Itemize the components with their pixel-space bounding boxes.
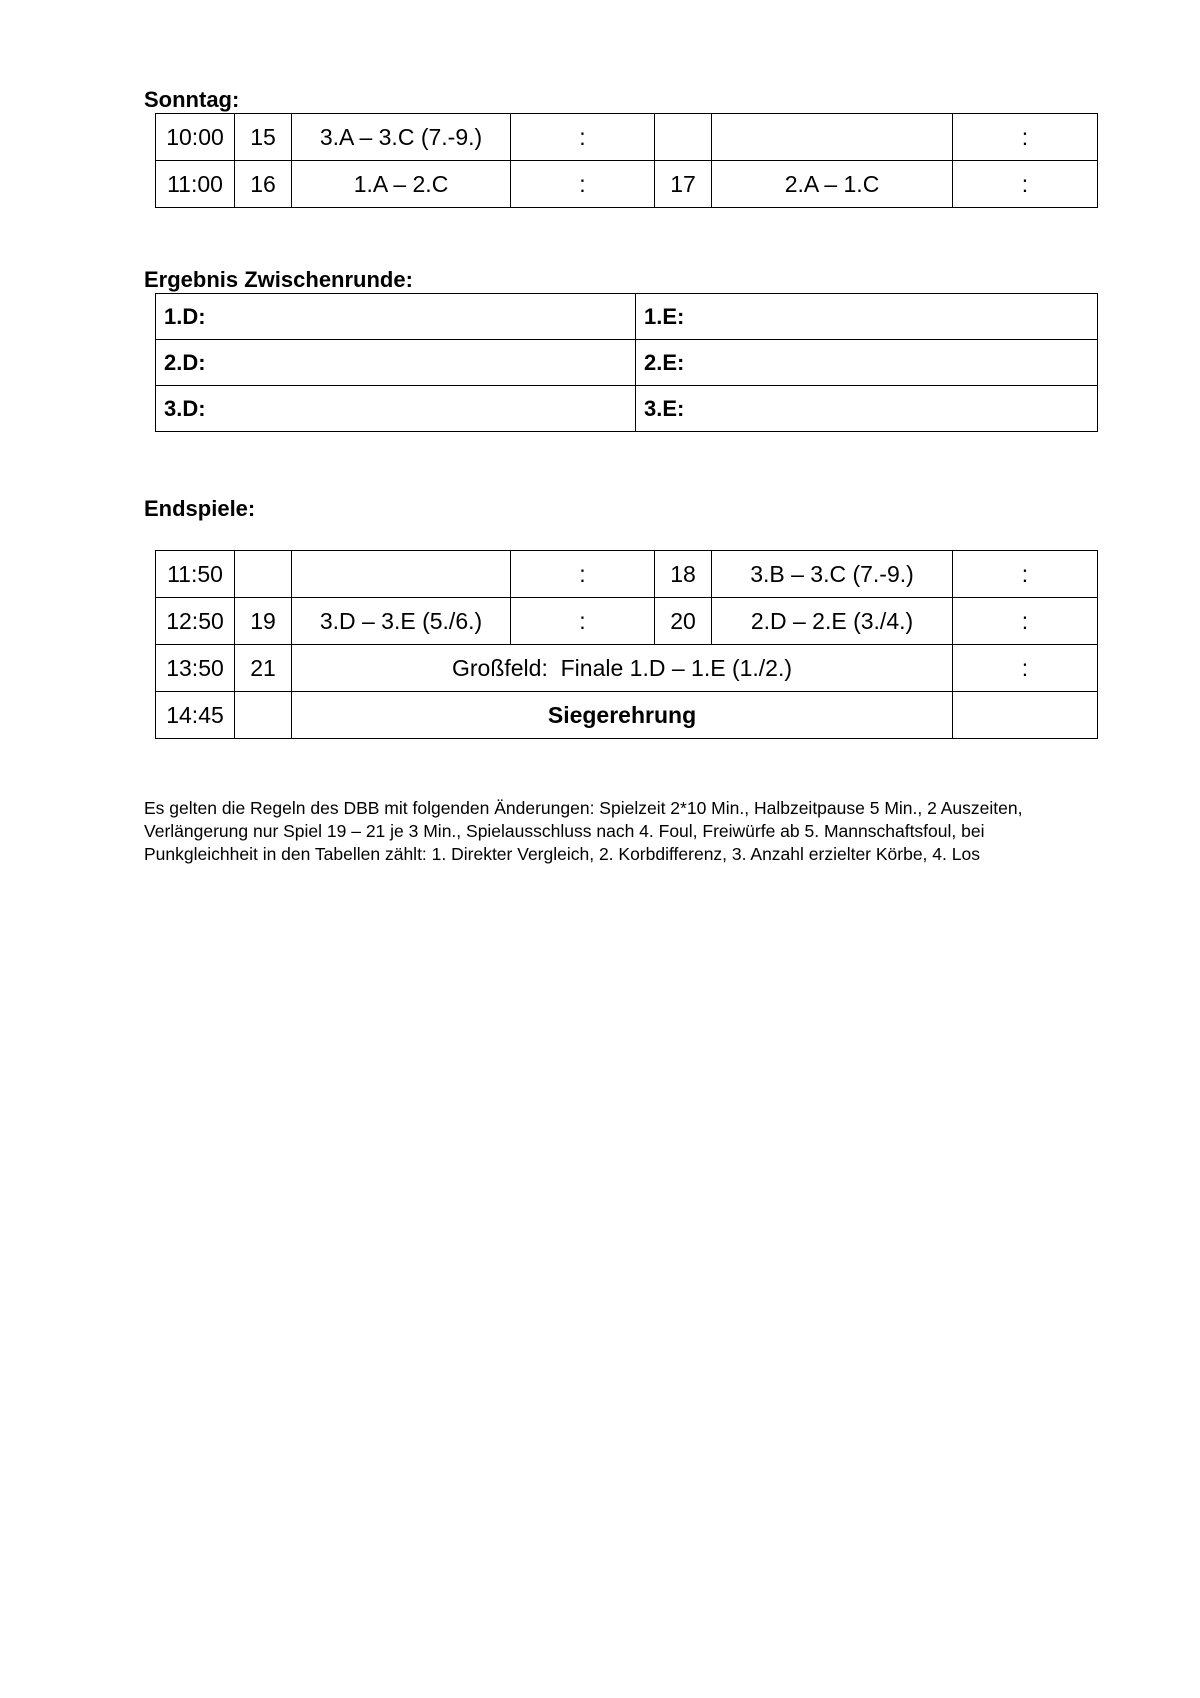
- table-row: [156, 551, 1098, 598]
- game-number-cell: [235, 551, 292, 598]
- final-row: [156, 645, 1098, 692]
- time-cell: 11:00: [156, 161, 235, 208]
- result-cell-d[interactable]: 3.D:: [156, 386, 636, 432]
- game-number-cell: [655, 114, 712, 161]
- result-cell-e[interactable]: 1.E:: [636, 294, 1098, 340]
- rules-note: Es gelten die Regeln des DBB mit folgenden Änderungen: Spielzeit 2*10 Min., Halbzeitpause 5 Min., 2 Auszeiten, Verlängerung nur Spiel 19 – 21 je 3 Min., Spielausschluss nach 4. Foul, Freiwürfe ab 5. Mannschaftsfoul, bei Punkgleichheit in den Tabellen zählt: 1. Direkter Vergleich, 2. Korbdifferenz, 3. Anzahl erzielter Körbe, 4. Los: [144, 798, 1023, 864]
- score-cell[interactable]: :: [511, 161, 655, 208]
- time-cell: 12:50: [156, 598, 235, 645]
- result-cell-d[interactable]: 2.D:: [156, 340, 636, 386]
- table-row: [156, 340, 1098, 386]
- time-cell: 11:50: [156, 551, 235, 598]
- endspiele-heading: Endspiele:: [144, 496, 256, 521]
- match-cell: 2.D – 2.E (3./4.): [712, 598, 953, 645]
- match-cell: 3.D – 3.E (5./6.): [292, 598, 511, 645]
- score-cell[interactable]: :: [953, 598, 1098, 645]
- sunday-schedule-table: [155, 113, 1098, 208]
- game-number-cell: 19: [235, 598, 292, 645]
- ceremony-row: [156, 692, 1098, 739]
- match-cell: 2.A – 1.C: [712, 161, 953, 208]
- score-cell[interactable]: :: [953, 114, 1098, 161]
- time-cell: 14:45: [156, 692, 235, 739]
- endspiele-schedule-table: [155, 550, 1098, 739]
- table-row: [156, 386, 1098, 432]
- match-cell: [712, 114, 953, 161]
- zwischenrunde-heading: Ergebnis Zwischenrunde:: [144, 267, 413, 292]
- game-number-cell: 21: [235, 645, 292, 692]
- sunday-heading: Sonntag:: [144, 87, 240, 112]
- table-row: [156, 114, 1098, 161]
- score-cell[interactable]: :: [953, 551, 1098, 598]
- game-number-cell: 15: [235, 114, 292, 161]
- ceremony-label: Siegerehrung: [292, 692, 953, 739]
- match-cell: [292, 551, 511, 598]
- score-cell[interactable]: :: [511, 114, 655, 161]
- zwischenrunde-result-table: [155, 293, 1098, 432]
- time-cell: 10:00: [156, 114, 235, 161]
- time-cell: 13:50: [156, 645, 235, 692]
- result-cell-d[interactable]: 1.D:: [156, 294, 636, 340]
- score-cell[interactable]: :: [953, 645, 1098, 692]
- result-cell-e[interactable]: 2.E:: [636, 340, 1098, 386]
- table-row: [156, 598, 1098, 645]
- score-cell[interactable]: :: [511, 551, 655, 598]
- empty-cell: [235, 692, 292, 739]
- game-number-cell: 17: [655, 161, 712, 208]
- empty-cell: [953, 692, 1098, 739]
- score-cell[interactable]: :: [511, 598, 655, 645]
- match-cell: 1.A – 2.C: [292, 161, 511, 208]
- game-number-cell: 20: [655, 598, 712, 645]
- table-row: [156, 161, 1098, 208]
- final-match-cell: Großfeld: Finale 1.D – 1.E (1./2.): [292, 645, 953, 692]
- result-cell-e[interactable]: 3.E:: [636, 386, 1098, 432]
- game-number-cell: 16: [235, 161, 292, 208]
- score-cell[interactable]: :: [953, 161, 1098, 208]
- table-row: [156, 294, 1098, 340]
- match-cell: 3.A – 3.C (7.-9.): [292, 114, 511, 161]
- game-number-cell: 18: [655, 551, 712, 598]
- match-cell: 3.B – 3.C (7.-9.): [712, 551, 953, 598]
